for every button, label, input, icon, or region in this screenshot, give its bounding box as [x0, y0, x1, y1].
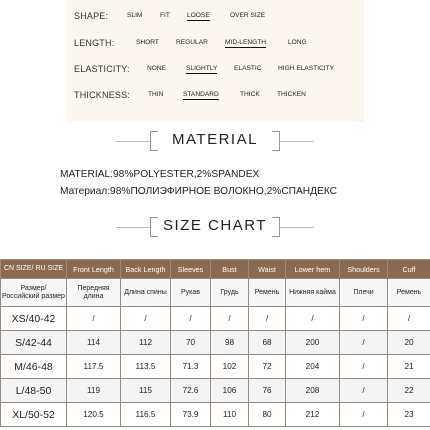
divider-line: [280, 141, 314, 142]
table-cell: /: [340, 331, 388, 355]
column-header-ru: Передняя длина: [67, 279, 121, 307]
divider-line: [280, 227, 314, 228]
table-cell: 200: [286, 331, 340, 355]
table-row: [1, 403, 430, 427]
column-header: Back Length: [121, 260, 171, 279]
table-cell: /: [211, 307, 249, 331]
table-cell: 70: [171, 331, 211, 355]
table-cell: 110: [211, 403, 249, 427]
column-header: Waist: [249, 260, 286, 279]
table-cell: /: [121, 307, 171, 331]
column-header-ru: Нижняя кайма: [286, 279, 340, 307]
column-header-ru: Длина спины: [121, 279, 171, 307]
material-header: [0, 128, 430, 154]
table-row: [1, 331, 430, 355]
table-cell: 113.5: [121, 355, 171, 379]
attr-label: ELASTICITY:: [74, 64, 130, 74]
table-cell: 116.5: [121, 403, 171, 427]
attr-option: REGULAR: [176, 39, 208, 46]
material-title: MATERIAL: [172, 131, 258, 148]
size-cell: XS/40-42: [1, 307, 67, 331]
column-header: Front Length: [67, 260, 121, 279]
attr-label: THICKNESS:: [74, 90, 131, 100]
table-row: [1, 355, 430, 379]
attr-option: HIGH ELASTICITY: [278, 65, 335, 72]
table-cell: 68: [249, 331, 286, 355]
header-row-russian: [1, 279, 430, 307]
table-cell: /: [340, 355, 388, 379]
table-cell: 114: [67, 331, 121, 355]
table-cell: /: [388, 307, 430, 331]
table-cell: 102: [211, 355, 249, 379]
attr-option-selected: STANDARD: [183, 91, 219, 98]
table-row: [1, 379, 430, 403]
size-cell: S/42-44: [1, 331, 67, 355]
table-cell: /: [340, 403, 388, 427]
attr-option: THICKEN: [277, 91, 306, 98]
table-cell: 20: [388, 331, 430, 355]
attr-option: NONE: [147, 65, 167, 72]
size-cell: L/48-50: [1, 379, 67, 403]
attr-option: THICK: [240, 91, 260, 98]
table-cell: /: [171, 307, 211, 331]
column-header: Cuff: [388, 260, 430, 279]
column-header: CN SIZE/ RU SIZE: [1, 260, 67, 279]
attr-option: SHORT: [136, 39, 159, 46]
table-cell: /: [249, 307, 286, 331]
attr-label: LENGTH:: [74, 38, 115, 48]
column-header: Shoulders: [340, 260, 388, 279]
table-cell: 23: [388, 403, 430, 427]
table-cell: 71.3: [171, 355, 211, 379]
table-cell: 120.5: [67, 403, 121, 427]
table-cell: /: [340, 307, 388, 331]
table-cell: 204: [286, 355, 340, 379]
table-cell: 208: [286, 379, 340, 403]
table-cell: 72.6: [171, 379, 211, 403]
attr-option-selected: MID-LENGTH: [225, 39, 267, 46]
material-english: MATERIAL:98%POLYESTER,2%SPANDEX: [60, 169, 260, 180]
bracket-decoration: [272, 131, 280, 151]
table-cell: 22: [388, 379, 430, 403]
attr-option: FIT: [160, 12, 170, 19]
table-cell: 117.5: [67, 355, 121, 379]
table-cell: 119: [67, 379, 121, 403]
table-cell: 80: [249, 403, 286, 427]
table-cell: /: [340, 379, 388, 403]
column-header-ru: Размер/ Российский размер: [1, 279, 67, 307]
size-chart-header: [0, 214, 430, 240]
table-cell: /: [67, 307, 121, 331]
table-row: [1, 307, 430, 331]
table-cell: /: [286, 307, 340, 331]
material-russian: Материал:98%ПОЛИЭФИРНОЕ ВОЛОКНО,2%СПАНДЕКС: [60, 186, 338, 197]
column-header-ru: Ремень: [249, 279, 286, 307]
attributes-panel: [66, 0, 364, 122]
table-cell: 212: [286, 403, 340, 427]
table-cell: 98: [211, 331, 249, 355]
attr-option: THIN: [148, 91, 164, 98]
attr-option-selected: SLIGHTLY: [186, 65, 218, 72]
column-header-ru: Ремень: [388, 279, 430, 307]
table-cell: 115: [121, 379, 171, 403]
column-header: Lower hem: [286, 260, 340, 279]
table-cell: 76: [249, 379, 286, 403]
attr-option: OVER SIZE: [230, 12, 266, 19]
attr-option-selected: LOOSE: [187, 12, 210, 19]
column-header: Sleeves: [171, 260, 211, 279]
table-cell: 21: [388, 355, 430, 379]
column-header: Bust: [211, 260, 249, 279]
size-chart-table: [0, 259, 430, 427]
size-chart-title: SIZE CHART: [163, 217, 267, 234]
column-header-ru: Рукав: [171, 279, 211, 307]
attr-label: SHAPE:: [74, 11, 109, 21]
table-cell: 72: [249, 355, 286, 379]
size-cell: XL/50-52: [1, 403, 67, 427]
attr-option: ELASTIC: [234, 65, 262, 72]
header-row-english: [1, 260, 430, 279]
column-header-ru: Грудь: [211, 279, 249, 307]
attr-option: SLIM: [127, 12, 143, 19]
table-cell: 112: [121, 331, 171, 355]
size-cell: M/46-48: [1, 355, 67, 379]
table-cell: 106: [211, 379, 249, 403]
table-cell: 73.9: [171, 403, 211, 427]
attr-option: LONG: [288, 39, 307, 46]
column-header-ru: Плечи: [340, 279, 388, 307]
bracket-decoration: [272, 217, 280, 237]
